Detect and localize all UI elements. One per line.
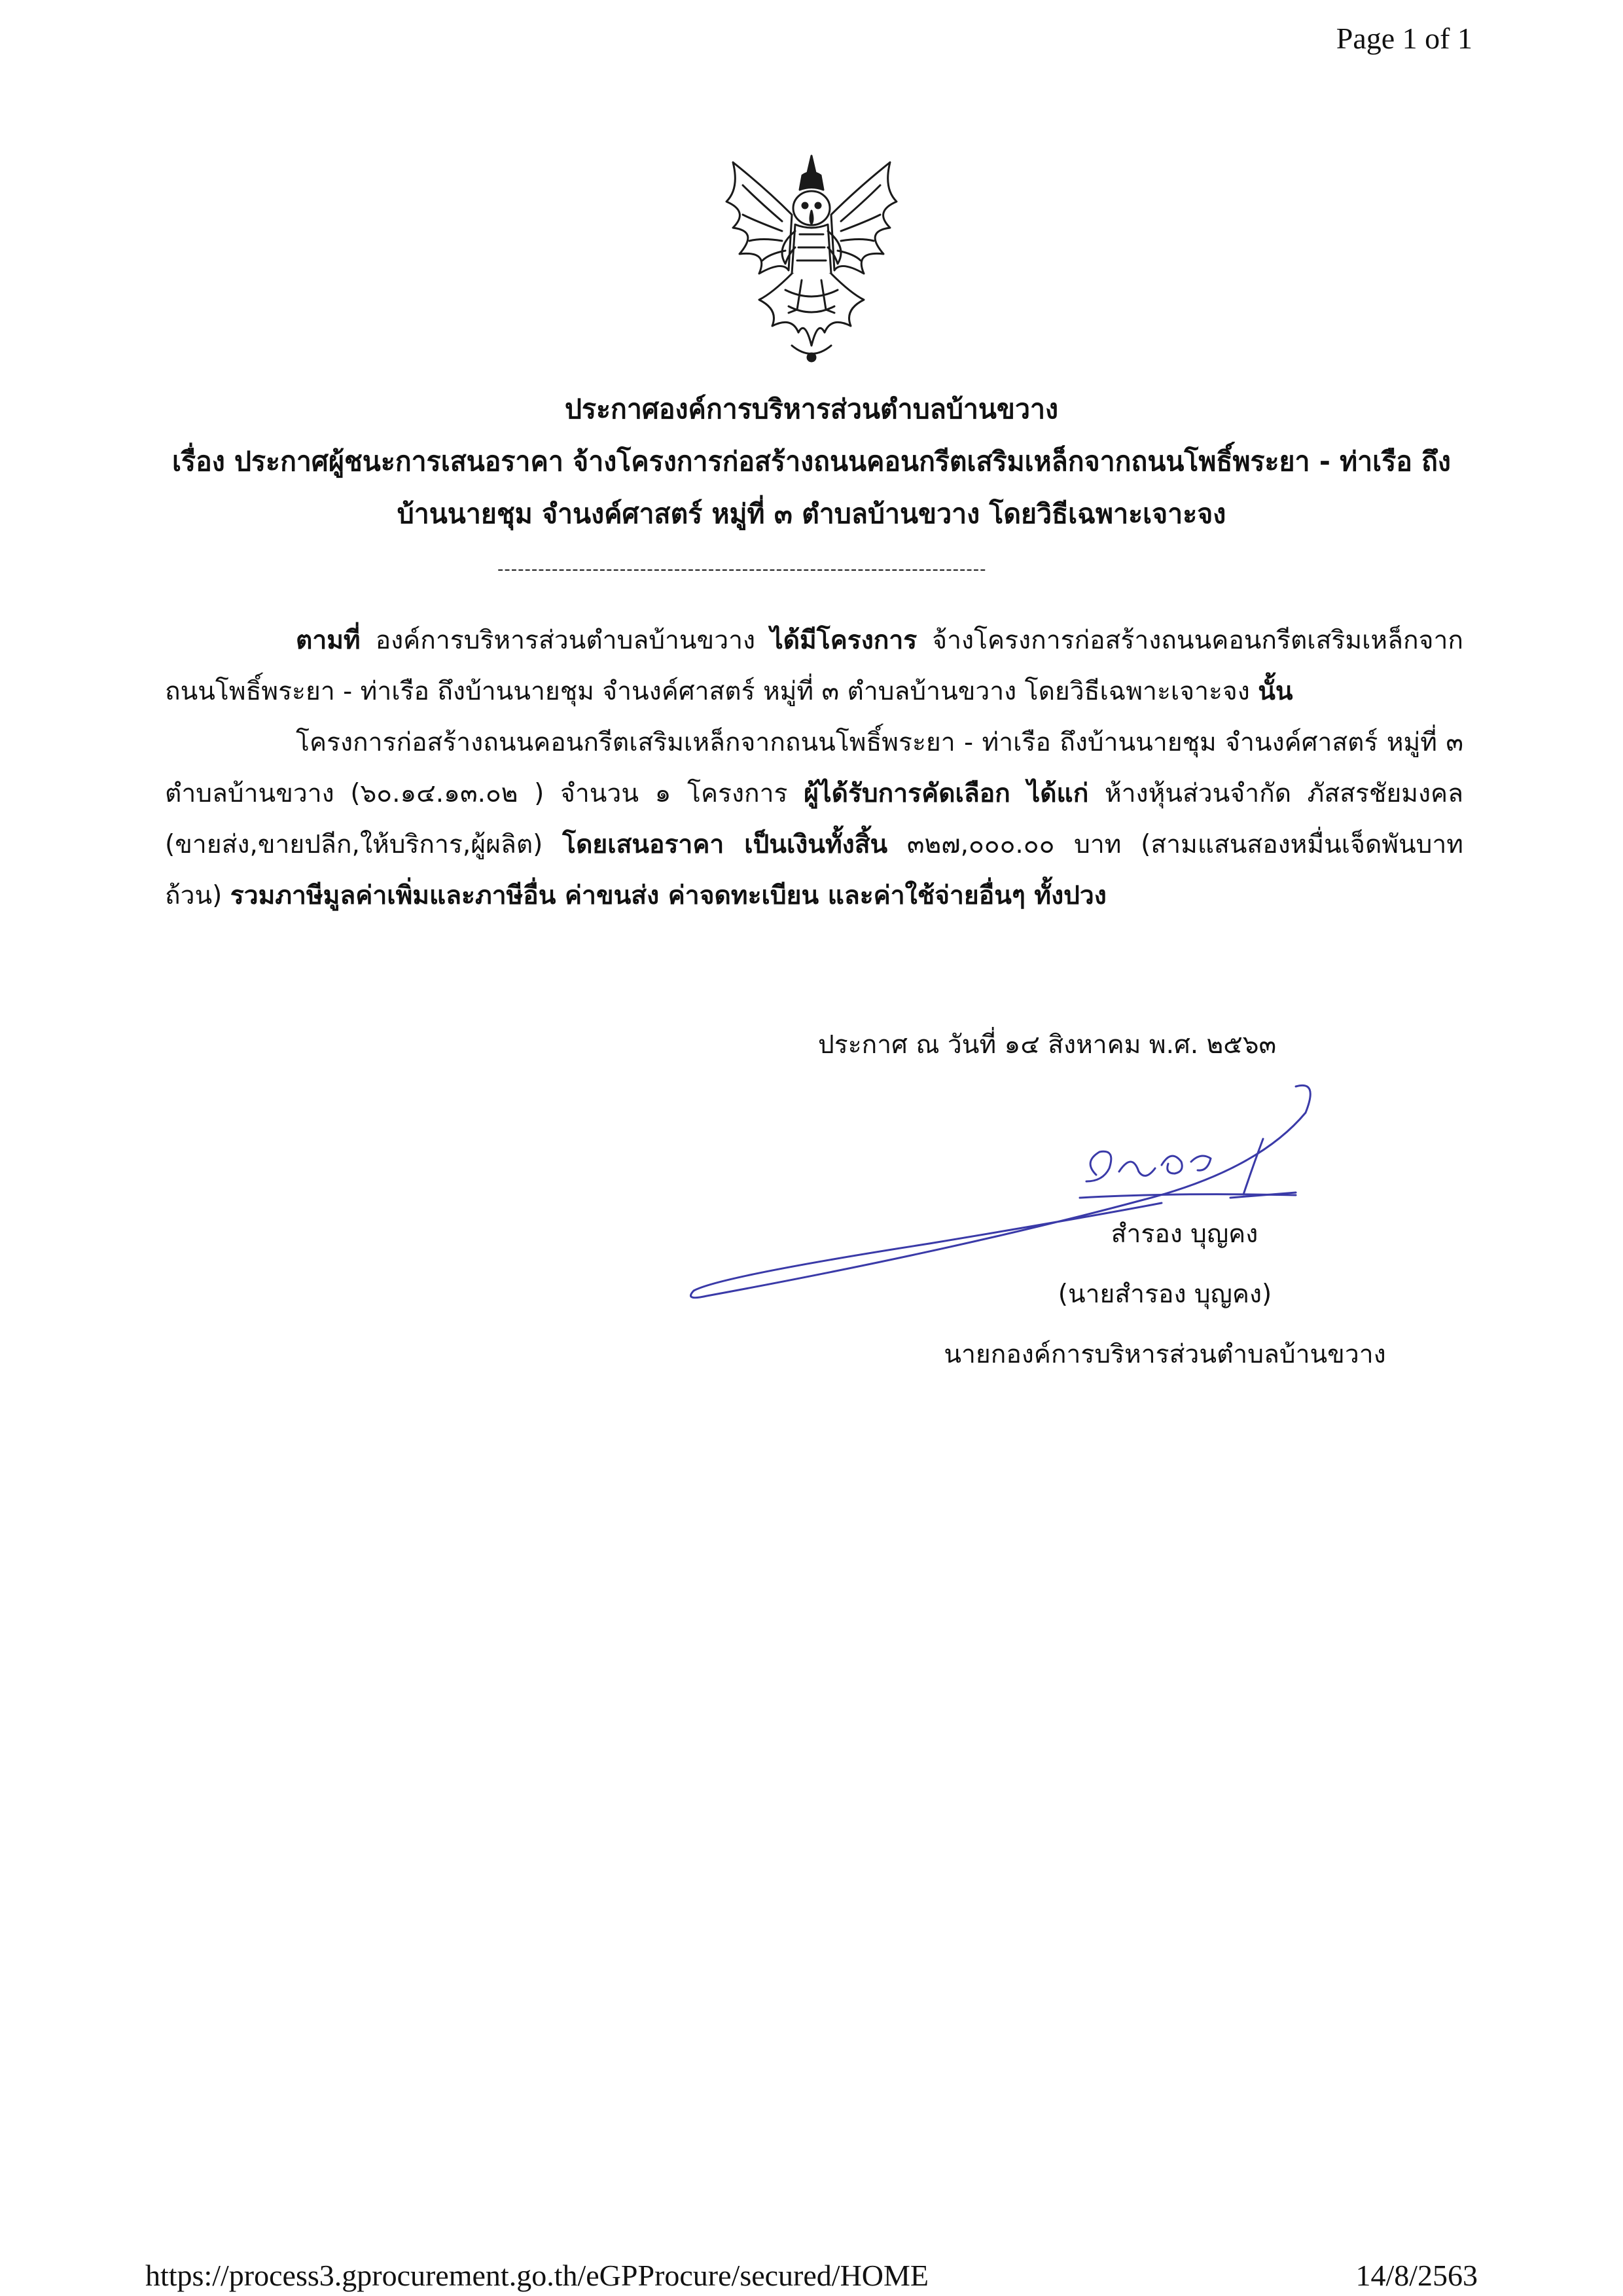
announcement-body — [165, 615, 1463, 922]
paragraph-project-intro — [165, 615, 1463, 717]
p2-bold-1: ผู้ได้รับการคัดเลือก ได้แก่ — [804, 779, 1089, 808]
signatory-position: นายกองค์การบริหารส่วนตำบลบ้านขวาง — [944, 1340, 1386, 1369]
p1-bold-2: นั้น — [1258, 677, 1293, 706]
garuda-emblem-icon — [713, 149, 910, 372]
p2-bold-3: รวมภาษีมูลค่าเพิ่มและภาษีอื่น ค่าขนส่ง ค่าจดทะเบียน และค่าใช้จ่ายอื่นๆ ทั้งปวง — [230, 881, 1107, 910]
p2-bold-2: โดยเสนอราคา เป็นเงินทั้งสิ้น — [562, 830, 888, 859]
announcement-date: ประกาศ ณ วันที่ ๑๔ สิงหาคม พ.ศ. ๒๕๖๓ — [818, 1030, 1277, 1060]
title-line-3: บ้านนายชุม จำนงค์ศาสตร์ หมู่ที่ ๓ ตำบลบ้านขวาง โดยวิธีเฉพาะเจาะจง — [397, 498, 1226, 529]
page-indicator: Page 1 of 1 — [1336, 22, 1472, 55]
separator-line: ------------------------------------------------------------------------ — [497, 560, 987, 575]
p1-bold-1: ได้มีโครงการ — [770, 626, 918, 655]
p2-text-1: โครงการก่อสร้างถนนคอนกรีตเสริมเหล็กจากถนนโพธิ์พระยา - ท่าเรือ ถึงบ้านนายชุม จำนงค์ศาสตร์ หมู่ที่ ๓ ตำบลบ้านขวาง (๖๐.๑๔.๑๓.๐๒ ) จำนวน ๑ โครงการ — [165, 728, 1463, 808]
signatory-full-name: (นายสำรอง บุญคง) — [1058, 1280, 1272, 1309]
lead-word: ตามที่ — [296, 626, 361, 655]
title-line-2: เรื่อง ประกาศผู้ชนะการเสนอราคา จ้างโครงการก่อสร้างถนนคอนกรีตเสริมเหล็กจากถนนโพธิ์พระยา - ท่าเรือ ถึง — [172, 446, 1451, 477]
p1-text-2: จ้างโครงการก่อสร้างถนนคอนกรีตเสริมเหล็กจากถนนโพธิ์พระยา - ท่าเรือ ถึงบ้านนายชุม จำนงค์ศาสตร์ หมู่ที่ ๓ ตำบลบ้านขวาง โดยวิธีเฉพาะเจาะจง — [165, 626, 1463, 706]
title-line-1: ประกาศองค์การบริหารส่วนตำบลบ้านขวาง — [564, 393, 1059, 425]
document-title — [131, 383, 1492, 540]
p2-text-2: ห้างหุ้นส่วนจำกัด ภัสสรชัยมงคล (ขายส่ง,ขายปลีก,ให้บริการ,ผู้ผลิต) — [165, 779, 1463, 859]
p2-text-3: ๓๒๗,๐๐๐.๐๐ บาท (สามแสนสองหมื่นเจ็ดพันบาทถ้วน) — [165, 830, 1463, 910]
footer-url: https://process3.gprocurement.go.th/eGPProcure/secured/HOME — [145, 2259, 929, 2292]
paragraph-winner-details — [165, 717, 1463, 922]
p1-text-1: องค์การบริหารส่วนตำบลบ้านขวาง — [360, 626, 771, 655]
footer-date: 14/8/2563 — [1355, 2259, 1478, 2292]
signatory-block — [903, 1204, 1427, 1385]
signatory-name: สำรอง บุญคง — [1111, 1219, 1258, 1249]
